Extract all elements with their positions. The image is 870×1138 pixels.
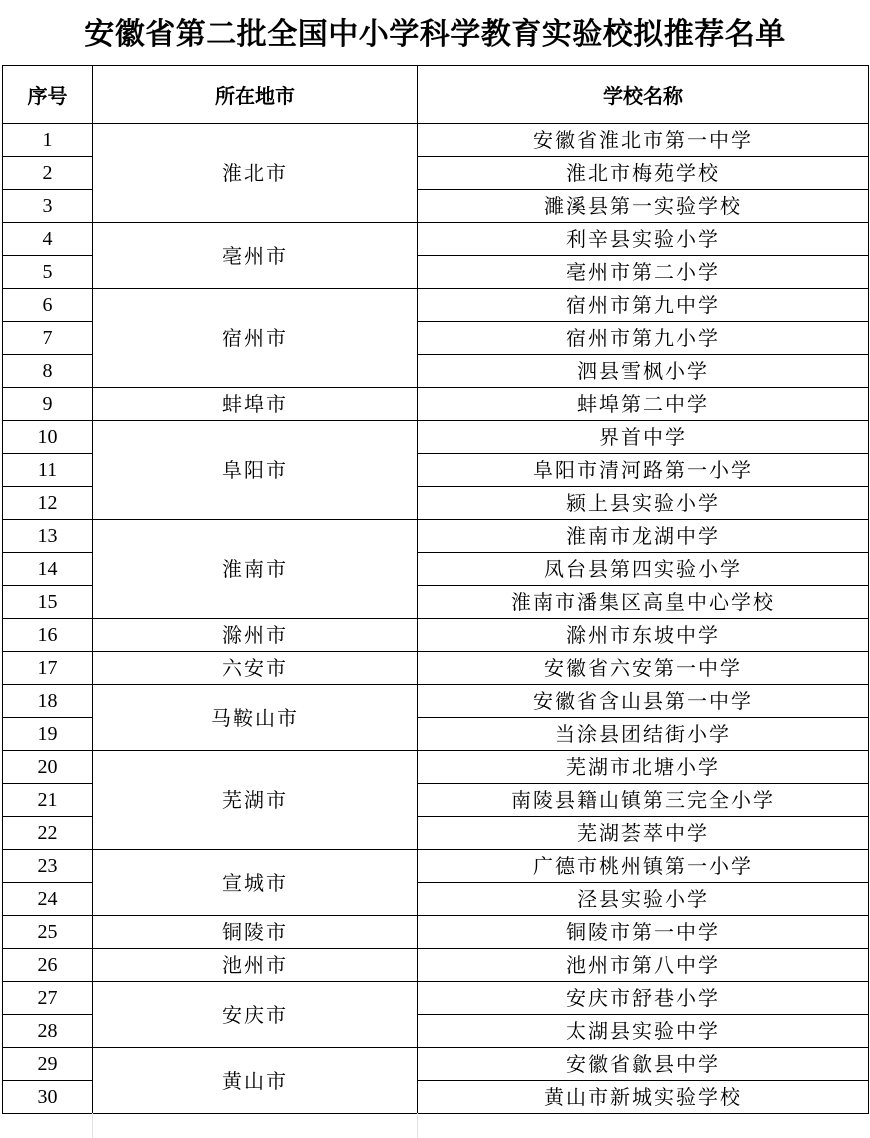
row-number: 13 (3, 520, 93, 553)
school-name-cell: 泗县雪枫小学 (418, 355, 869, 388)
school-name-cell: 安徽省六安第一中学 (418, 652, 869, 685)
row-number: 11 (3, 454, 93, 487)
school-name-cell: 南陵县籍山镇第三完全小学 (418, 784, 869, 817)
city-cell: 池州市 (93, 949, 418, 982)
table-row (3, 421, 869, 454)
school-name-cell: 铜陵市第一中学 (418, 916, 869, 949)
school-name-cell: 濉溪县第一实验学校 (418, 190, 869, 223)
school-name-cell: 安徽省淮北市第一中学 (418, 124, 869, 157)
school-name-cell: 界首中学 (418, 421, 869, 454)
row-number: 2 (3, 157, 93, 190)
table-row (3, 289, 869, 322)
row-number: 19 (3, 718, 93, 751)
row-number: 30 (3, 1081, 93, 1114)
row-number: 14 (3, 553, 93, 586)
header-row (3, 66, 869, 124)
table-row (3, 949, 869, 982)
header-no: 序号 (3, 66, 93, 124)
city-cell: 马鞍山市 (93, 685, 418, 751)
row-number: 18 (3, 685, 93, 718)
row-number: 29 (3, 1048, 93, 1081)
row-number: 3 (3, 190, 93, 223)
school-name-cell: 蚌埠第二中学 (418, 388, 869, 421)
school-name-cell: 淮南市潘集区高皇中心学校 (418, 586, 869, 619)
school-name-cell: 广德市桃州镇第一小学 (418, 850, 869, 883)
row-number: 17 (3, 652, 93, 685)
table-row (3, 388, 869, 421)
school-name-cell: 太湖县实验中学 (418, 1015, 869, 1048)
city-cell: 黄山市 (93, 1048, 418, 1114)
row-number: 7 (3, 322, 93, 355)
row-number: 10 (3, 421, 93, 454)
school-name-cell: 泾县实验小学 (418, 883, 869, 916)
city-cell: 安庆市 (93, 982, 418, 1048)
row-number: 23 (3, 850, 93, 883)
school-name-cell: 淮北市梅苑学校 (418, 157, 869, 190)
row-number: 26 (3, 949, 93, 982)
row-number: 1 (3, 124, 93, 157)
row-number: 5 (3, 256, 93, 289)
row-number: 25 (3, 916, 93, 949)
school-name-cell: 安徽省含山县第一中学 (418, 685, 869, 718)
document-title: 安徽省第二批全国中小学科学教育实验校拟推荐名单 (84, 17, 786, 52)
school-name-cell: 当涂县团结街小学 (418, 718, 869, 751)
school-name-cell: 宿州市第九中学 (418, 289, 869, 322)
city-cell: 滁州市 (93, 619, 418, 652)
school-name-cell: 利辛县实验小学 (418, 223, 869, 256)
table-row (3, 685, 869, 718)
school-name-cell: 凤台县第四实验小学 (418, 553, 869, 586)
school-name-cell: 滁州市东坡中学 (418, 619, 869, 652)
city-cell: 宣城市 (93, 850, 418, 916)
city-cell: 六安市 (93, 652, 418, 685)
school-name-cell: 芜湖荟萃中学 (418, 817, 869, 850)
city-cell: 阜阳市 (93, 421, 418, 520)
city-cell: 芜湖市 (93, 751, 418, 850)
city-cell: 蚌埠市 (93, 388, 418, 421)
table-row (3, 619, 869, 652)
table-body (3, 124, 869, 1114)
row-number: 24 (3, 883, 93, 916)
row-number: 16 (3, 619, 93, 652)
row-number: 12 (3, 487, 93, 520)
row-number: 27 (3, 982, 93, 1015)
school-name-cell: 宿州市第九小学 (418, 322, 869, 355)
school-name-cell: 芜湖市北塘小学 (418, 751, 869, 784)
school-name-cell: 淮南市龙湖中学 (418, 520, 869, 553)
city-cell: 亳州市 (93, 223, 418, 289)
row-number: 9 (3, 388, 93, 421)
row-number: 15 (3, 586, 93, 619)
school-list-table (2, 65, 869, 1114)
school-name-cell: 黄山市新城实验学校 (418, 1081, 869, 1114)
table-row (3, 223, 869, 256)
table-row (3, 751, 869, 784)
school-name-cell: 安庆市舒巷小学 (418, 982, 869, 1015)
row-number: 4 (3, 223, 93, 256)
sheet-gridlines (2, 1113, 868, 1138)
table-row (3, 916, 869, 949)
row-number: 8 (3, 355, 93, 388)
school-name-cell: 亳州市第二小学 (418, 256, 869, 289)
row-number: 20 (3, 751, 93, 784)
row-number: 21 (3, 784, 93, 817)
table-row (3, 124, 869, 157)
school-name-cell: 安徽省歙县中学 (418, 1048, 869, 1081)
school-name-cell: 池州市第八中学 (418, 949, 869, 982)
city-cell: 铜陵市 (93, 916, 418, 949)
table-row (3, 1048, 869, 1081)
city-cell: 宿州市 (93, 289, 418, 388)
city-cell: 淮南市 (93, 520, 418, 619)
city-cell: 淮北市 (93, 124, 418, 223)
school-name-cell: 颍上县实验小学 (418, 487, 869, 520)
row-number: 22 (3, 817, 93, 850)
table-row (3, 982, 869, 1015)
row-number: 28 (3, 1015, 93, 1048)
header-city: 所在地市 (93, 66, 418, 124)
header-school: 学校名称 (418, 66, 869, 124)
school-name-cell: 阜阳市清河路第一小学 (418, 454, 869, 487)
row-number: 6 (3, 289, 93, 322)
table-row (3, 850, 869, 883)
table-row (3, 652, 869, 685)
table-row (3, 520, 869, 553)
